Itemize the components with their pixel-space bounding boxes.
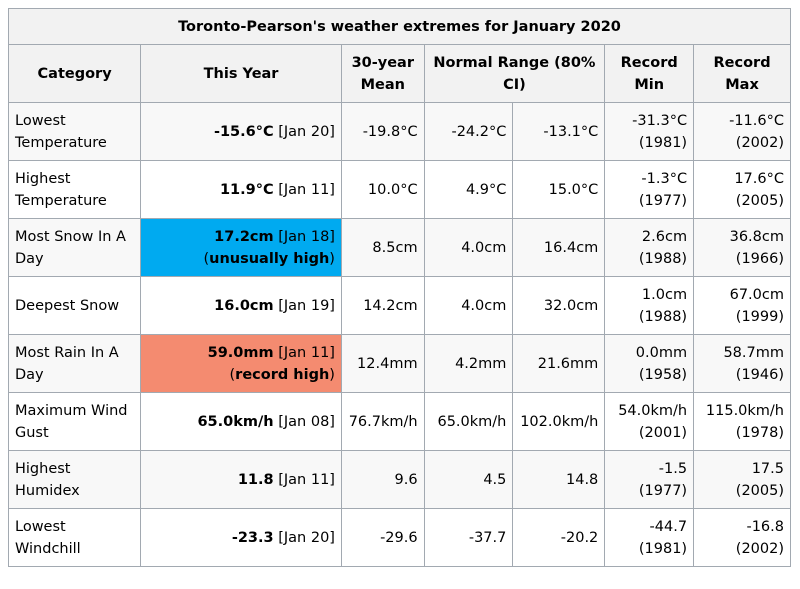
normal-high-cell: -20.2 xyxy=(513,509,605,567)
record-min-value: 1.0cm xyxy=(641,286,688,303)
table-row xyxy=(9,277,791,335)
normal-low-cell: 4.0cm xyxy=(424,277,513,335)
this-year-cell xyxy=(141,393,342,451)
record-min-cell xyxy=(605,335,694,393)
this-year-cell xyxy=(141,451,342,509)
normal-low-cell: 4.2mm xyxy=(424,335,513,393)
record-min-value: -1.5 xyxy=(658,460,688,477)
record-min-value: -1.3°C xyxy=(641,170,688,187)
this-year-cell xyxy=(141,161,342,219)
table-row xyxy=(9,103,791,161)
normal-high-cell: 16.4cm xyxy=(513,219,605,277)
this-year-value: 59.0mm xyxy=(207,344,274,361)
table-row xyxy=(9,161,791,219)
this-year-date: [Jan 20] xyxy=(273,529,335,546)
record-min-year: (1977) xyxy=(638,192,688,209)
record-min-year: (1977) xyxy=(638,482,688,499)
normal-low-cell: 4.9°C xyxy=(424,161,513,219)
row-category: Most Snow In A Day xyxy=(9,219,141,277)
record-max-year: (2005) xyxy=(735,192,784,209)
table-row xyxy=(9,393,791,451)
record-min-value: 2.6cm xyxy=(641,228,688,245)
record-min-cell xyxy=(605,219,694,277)
normal-high-cell: 14.8 xyxy=(513,451,605,509)
record-min-year: (1988) xyxy=(638,308,688,325)
record-max-value: -11.6°C xyxy=(729,112,784,129)
mean-cell: 9.6 xyxy=(341,451,424,509)
record-max-year: (2002) xyxy=(735,134,784,151)
record-min-value: 0.0mm xyxy=(635,344,688,361)
this-year-date: [Jan 18] xyxy=(273,228,335,245)
normal-high-cell: 15.0°C xyxy=(513,161,605,219)
this-year-value: 16.0cm xyxy=(214,297,274,314)
row-category: Highest Humidex xyxy=(9,451,141,509)
header-category: Category xyxy=(9,45,141,103)
record-max-year: (1966) xyxy=(735,250,784,267)
row-category: Lowest Temperature xyxy=(9,103,141,161)
mean-cell: -29.6 xyxy=(341,509,424,567)
this-year-value: 17.2cm xyxy=(214,228,274,245)
record-max-value: 58.7mm xyxy=(723,344,784,361)
mean-cell: 12.4mm xyxy=(341,335,424,393)
this-year-value: 11.8 xyxy=(237,471,274,488)
table-row xyxy=(9,509,791,567)
normal-high-cell: -13.1°C xyxy=(513,103,605,161)
normal-high-cell: 102.0km/h xyxy=(513,393,605,451)
header-this-year: This Year xyxy=(141,45,342,103)
record-max-cell xyxy=(694,451,791,509)
header-record-max: Record Max xyxy=(694,45,791,103)
record-min-year: (2001) xyxy=(638,424,688,441)
this-year-cell xyxy=(141,509,342,567)
this-year-cell: 59.0mm [Jan 11] (record high) xyxy=(141,335,342,393)
record-max-year: (1946) xyxy=(735,366,784,383)
record-max-cell xyxy=(694,161,791,219)
table-row xyxy=(9,335,791,393)
record-max-cell xyxy=(694,277,791,335)
normal-high-cell: 21.6mm xyxy=(513,335,605,393)
record-min-year: (1981) xyxy=(638,134,688,151)
record-max-cell xyxy=(694,103,791,161)
record-min-value: -44.7 xyxy=(649,518,688,535)
row-category: Lowest Windchill xyxy=(9,509,141,567)
record-max-value: -16.8 xyxy=(746,518,784,535)
this-year-date: [Jan 19] xyxy=(273,297,335,314)
record-min-cell xyxy=(605,393,694,451)
row-category: Maximum Wind Gust xyxy=(9,393,141,451)
record-max-cell xyxy=(694,393,791,451)
mean-cell: -19.8°C xyxy=(341,103,424,161)
this-year-note: unusually high xyxy=(209,250,330,267)
this-year-cell: 17.2cm [Jan 18] (unusually high) xyxy=(141,219,342,277)
record-min-year: (1988) xyxy=(638,250,688,267)
record-min-cell xyxy=(605,103,694,161)
this-year-value: 11.9°C xyxy=(219,181,274,198)
record-max-year: (1999) xyxy=(735,308,784,325)
table-title: Toronto-Pearson's weather extremes for January 2020 xyxy=(9,9,791,45)
mean-cell: 8.5cm xyxy=(341,219,424,277)
this-year-value: 65.0km/h xyxy=(197,413,274,430)
row-category: Highest Temperature xyxy=(9,161,141,219)
record-min-cell xyxy=(605,509,694,567)
record-max-year: (2002) xyxy=(735,540,784,557)
header-mean: 30-year Mean xyxy=(341,45,424,103)
this-year-value: -23.3 xyxy=(231,529,274,546)
weather-extremes-table xyxy=(8,8,791,567)
record-max-year: (1978) xyxy=(735,424,784,441)
normal-low-cell: 4.5 xyxy=(424,451,513,509)
this-year-value: -15.6°C xyxy=(213,123,274,140)
record-max-value: 36.8cm xyxy=(729,228,784,245)
header-normal-range: Normal Range (80% CI) xyxy=(424,45,605,103)
record-min-value: 54.0km/h xyxy=(618,402,688,419)
record-min-value: -31.3°C xyxy=(632,112,688,129)
mean-cell: 14.2cm xyxy=(341,277,424,335)
this-year-cell xyxy=(141,277,342,335)
record-min-cell xyxy=(605,277,694,335)
normal-low-cell: -37.7 xyxy=(424,509,513,567)
this-year-cell xyxy=(141,103,342,161)
normal-low-cell: -24.2°C xyxy=(424,103,513,161)
this-year-date: [Jan 08] xyxy=(273,413,335,430)
mean-cell: 10.0°C xyxy=(341,161,424,219)
row-category: Deepest Snow xyxy=(9,277,141,335)
this-year-date: [Jan 11] xyxy=(273,471,335,488)
record-min-year: (1958) xyxy=(638,366,688,383)
record-max-value: 17.5 (2005) xyxy=(735,460,784,499)
record-min-cell xyxy=(605,451,694,509)
record-max-value: 17.6°C xyxy=(734,170,784,187)
row-category: Most Rain In A Day xyxy=(9,335,141,393)
mean-cell: 76.7km/h xyxy=(341,393,424,451)
this-year-date: [Jan 11] xyxy=(273,344,335,361)
table-row xyxy=(9,451,791,509)
record-min-year: (1981) xyxy=(638,540,688,557)
normal-low-cell: 65.0km/h xyxy=(424,393,513,451)
normal-low-cell: 4.0cm xyxy=(424,219,513,277)
this-year-date: [Jan 11] xyxy=(273,181,335,198)
table-row xyxy=(9,219,791,277)
this-year-note: record high xyxy=(235,366,330,383)
record-max-cell xyxy=(694,335,791,393)
record-max-value: 115.0km/h xyxy=(705,402,784,419)
record-min-cell xyxy=(605,161,694,219)
this-year-date: [Jan 20] xyxy=(273,123,335,140)
record-max-value: 67.0cm xyxy=(729,286,784,303)
header-record-min: Record Min xyxy=(605,45,694,103)
record-max-cell xyxy=(694,509,791,567)
record-max-cell xyxy=(694,219,791,277)
normal-high-cell: 32.0cm xyxy=(513,277,605,335)
